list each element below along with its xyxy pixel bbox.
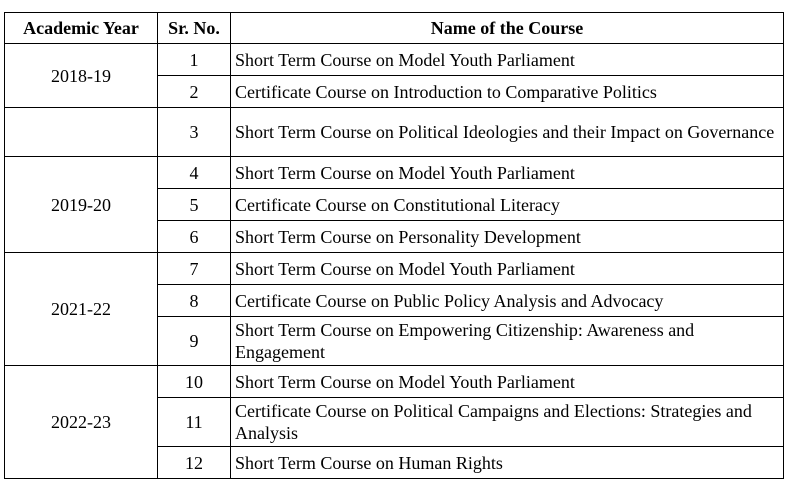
- course-name-cell: Certificate Course on Public Policy Analysis and Advocacy: [231, 285, 784, 317]
- sr-no-cell: 7: [158, 253, 231, 285]
- course-name-cell: Certificate Course on Political Campaigns and Elections: Strategies and Analysis: [231, 398, 784, 447]
- course-name-cell: Short Term Course on Model Youth Parliament: [231, 44, 784, 76]
- sr-no-cell: 6: [158, 221, 231, 253]
- sr-no-cell: 12: [158, 447, 231, 479]
- sr-no-cell: 5: [158, 189, 231, 221]
- courses-table: [4, 12, 784, 479]
- academic-year-cell: [5, 108, 158, 157]
- sr-no-cell: 1: [158, 44, 231, 76]
- course-name-cell: Certificate Course on Introduction to Comparative Politics: [231, 76, 784, 108]
- sr-no-cell: 8: [158, 285, 231, 317]
- table-row: [5, 108, 784, 157]
- academic-year-cell: 2022-23: [5, 366, 158, 479]
- table-row: [5, 44, 784, 76]
- course-name-cell: Certificate Course on Constitutional Literacy: [231, 189, 784, 221]
- sr-no-cell: 3: [158, 108, 231, 157]
- academic-year-cell: 2018-19: [5, 44, 158, 108]
- course-name-cell: Short Term Course on Empowering Citizenship: Awareness and Engagement: [231, 317, 784, 366]
- sr-no-cell: 10: [158, 366, 231, 398]
- table-row: [5, 366, 784, 398]
- header-sr-no: Sr. No.: [158, 13, 231, 44]
- header-academic-year: Academic Year: [5, 13, 158, 44]
- course-name-cell: Short Term Course on Model Youth Parliament: [231, 366, 784, 398]
- sr-no-cell: 4: [158, 157, 231, 189]
- course-name-cell: Short Term Course on Model Youth Parliament: [231, 157, 784, 189]
- table-row: [5, 253, 784, 285]
- header-row: [5, 13, 784, 44]
- academic-year-cell: 2021-22: [5, 253, 158, 366]
- header-course-name: Name of the Course: [231, 13, 784, 44]
- sr-no-cell: 2: [158, 76, 231, 108]
- academic-year-cell: 2019-20: [5, 157, 158, 253]
- course-name-cell: Short Term Course on Political Ideologies and their Impact on Governance: [231, 108, 784, 157]
- course-name-cell: Short Term Course on Model Youth Parliament: [231, 253, 784, 285]
- course-name-cell: Short Term Course on Human Rights: [231, 447, 784, 479]
- sr-no-cell: 11: [158, 398, 231, 447]
- sr-no-cell: 9: [158, 317, 231, 366]
- course-name-cell: Short Term Course on Personality Development: [231, 221, 784, 253]
- table-row: [5, 157, 784, 189]
